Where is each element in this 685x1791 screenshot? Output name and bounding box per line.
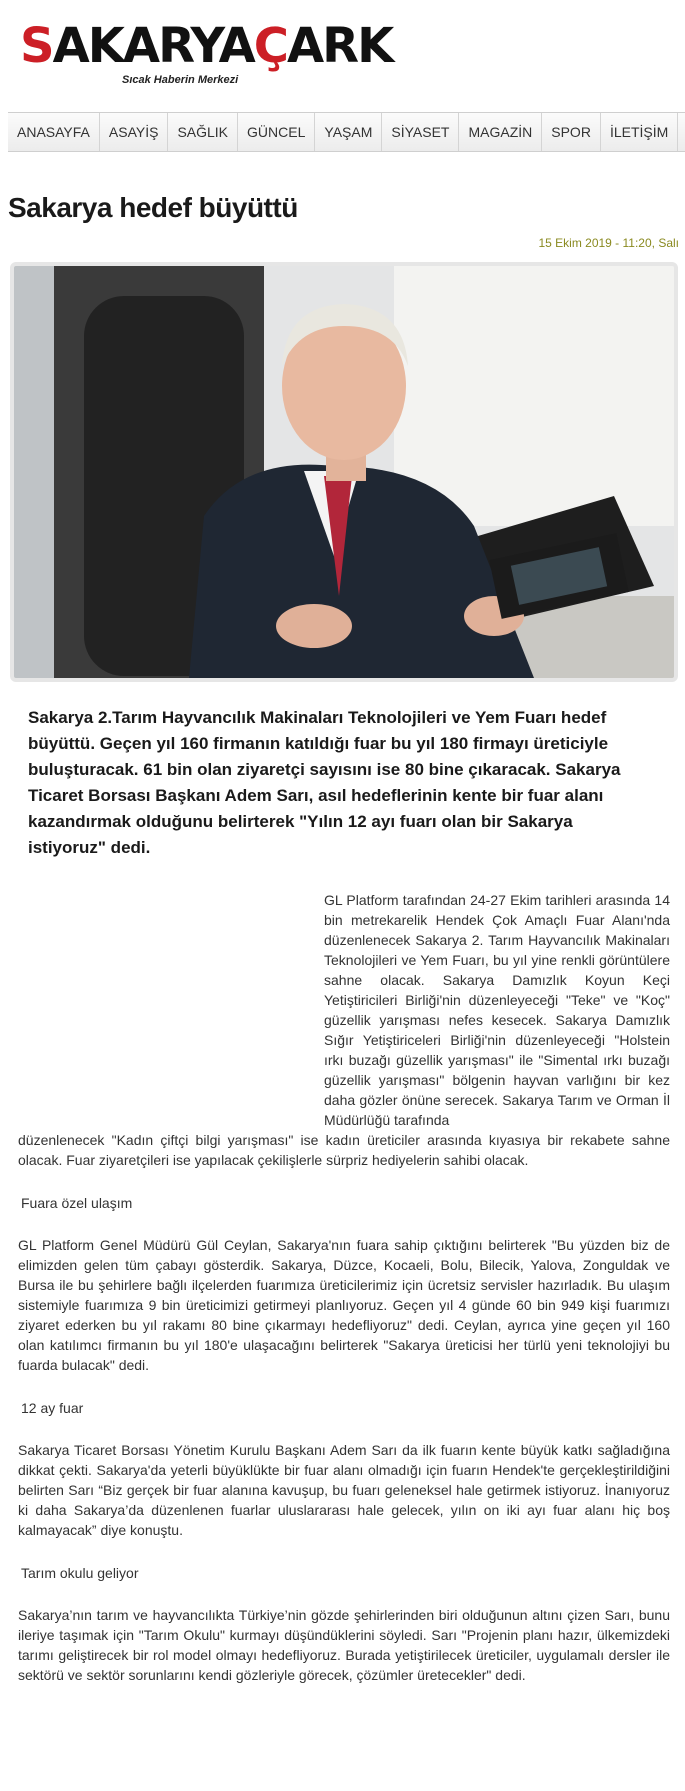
paragraph-intro-continued: düzenlenecek "Kadın çiftçi bilgi yarışması" ise kadın üreticiler arasında kıyasıya bir rekabete sahne olacak. Fuar ziyaretçileri ise yapılacak çekilişlerle sürpriz hediyelerin sahibi olacak. bbox=[18, 1132, 670, 1168]
article-date: 15 Ekim 2019 - 11:20, Salı bbox=[538, 236, 679, 250]
article-photo bbox=[10, 262, 678, 682]
paragraph-12-ay-fuar: Sakarya Ticaret Borsası Yönetim Kurulu Başkanı Adem Sarı da ilk fuarın kente büyük katkı sağladığına dikkat çekti. Sakarya'da yeterli büyüklükte bir fuar alanı olmadığı için fuarın Hendek'te gerçekleştirildiğini belirten Sarı “Biz gerçek bir fuar alanına kavuşup, bu fuarı geleneksel hale getirmek istiyoruz. İnanıyoruz ki daha Sakarya’da düzenlenen fuarlar uluslararası hale gelecek, yılın on iki ayı fuar alanı hiç boş kalmayacak” diye konuştu. bbox=[18, 1442, 670, 1538]
paragraph-intro: GL Platform tarafından 24-27 Ekim tarihleri arasında 14 bin metrekarelik Hendek Çok Amaçlı Fuar Alanı'nda düzenlenecek Sakarya 2. Tarım Hayvancılık Makinaları Teknolojileri ve Yem Fuarı, bu yıl yine renkli görüntülere sahne olacak. Sakarya Damızlık Koyun Keçi Yetiştiricileri Birliği'nin düzenleyeceği "Teke" ve "Koç" güzellik yarışması nefes kesecek. Sakarya Damızlık Sığır Yetiştiriceleri Birliği'nin düzenleyeceği "Holstein ırkı buzağı güzellik yarışması" ile "Simental ırkı buzağı güzellik yarışması" bölgenin hayvan varlığını bir kez daha gözler önüne serecek. Sakarya Tarım ve Orman İl Müdürlüğü tarafında bbox=[324, 892, 670, 1128]
nav-item-anasayfa[interactable]: ANASAYFA bbox=[8, 113, 100, 151]
nav-item-asayis[interactable]: ASAYİŞ bbox=[100, 113, 169, 151]
nav-item-iletisim[interactable]: İLETİŞİM bbox=[601, 113, 678, 151]
article-lead: Sakarya 2.Tarım Hayvancılık Makinaları Teknolojileri ve Yem Fuarı hedef büyüttü. Geçen yıl 160 firmanın katıldığı fuar bu yıl 180 firmayı üreticiyle buluşturacak. 61 bin olan ziyaretçi sayısını ise 80 bine çıkaracak. Sakarya Ticaret Borsası Başkanı Adem Sarı, asıl hedeflerinin kente bir fuar alanı kazandırmak olduğunu belirterek "Yılın 12 ayı fuarı olan bir Sakarya istiyoruz" dedi. bbox=[28, 708, 621, 857]
subheading-tarim-okulu: Tarım okulu geliyor bbox=[21, 1565, 139, 1581]
article-title: Sakarya hedef büyüttü bbox=[8, 192, 298, 223]
subheading-ulasim: Fuara özel ulaşım bbox=[21, 1195, 133, 1211]
paragraph-ulasim: GL Platform Genel Müdürü Gül Ceylan, Sakarya'nın fuara sahip çıktığını belirterek "Bu yüzden biz de elimizden gelen tüm çabayı gösterdik. Sakarya, Düzce, Kocaeli, Bolu, Bilecik, Yalova, Zonguldak ve Bursa ile bu şehirlere bağlı ilçelerden fuarımıza üreticilerimiz için ücretsiz servisler hazırladık. Bu ulaşım sistemiyle fuarımıza 9 bin üreticimizi getirmeyi planlıyoruz. Geçen yıl 4 günde 60 bin 949 kişi fuarımızı ziyaret ederken bu yıl rakamı 80 bine çıkarmayı hedefliyoruz" dedi. Ceylan, ayrıca yine geçen yıl 160 olan katılımcı firmanın bu yıl 180'e ulaşacağını belirterek "Sakarya üreticisi her türlü yeni teknolojiyi bu fuarda bulacak" dedi. bbox=[18, 1237, 670, 1373]
logo-text: SAKARYAÇARK bbox=[20, 18, 393, 74]
paragraph-tarim-okulu: Sakarya’nın tarım ve hayvancılıkta Türkiye’nin gözde şehirlerinden biri olduğunun altını çizen Sarı, bunu ileriye taşımak için "Tarım Okulu" kurmayı düşündüklerini söyledi. Sarı "Projenin planı hazır, ülkemizdeki tarımı geliştirecek bir rol model olmayı hedefliyoruz. Burada yetiştirilecek üreticiler, uygulamalı dersler ile sektörü ve sektör sorunlarını kendi gözleriyle görecek, çözümler üretecekler" dedi. bbox=[18, 1607, 670, 1683]
site-logo[interactable] bbox=[20, 10, 393, 98]
main-nav bbox=[8, 112, 685, 152]
nav-item-yasam[interactable]: YAŞAM bbox=[315, 113, 382, 151]
nav-item-guncel[interactable]: GÜNCEL bbox=[238, 113, 315, 151]
nav-item-saglik[interactable]: SAĞLIK bbox=[168, 113, 238, 151]
nav-item-spor[interactable]: SPOR bbox=[542, 113, 601, 151]
nav-item-siyaset[interactable]: SİYASET bbox=[382, 113, 459, 151]
subheading-12-ay-fuar: 12 ay fuar bbox=[21, 1400, 84, 1416]
nav-item-magazin[interactable]: MAGAZİN bbox=[459, 113, 542, 151]
logo-tagline: Sıcak Haberin Merkezi bbox=[122, 74, 239, 86]
portrait-illustration bbox=[14, 266, 674, 678]
article-body bbox=[18, 890, 670, 1685]
